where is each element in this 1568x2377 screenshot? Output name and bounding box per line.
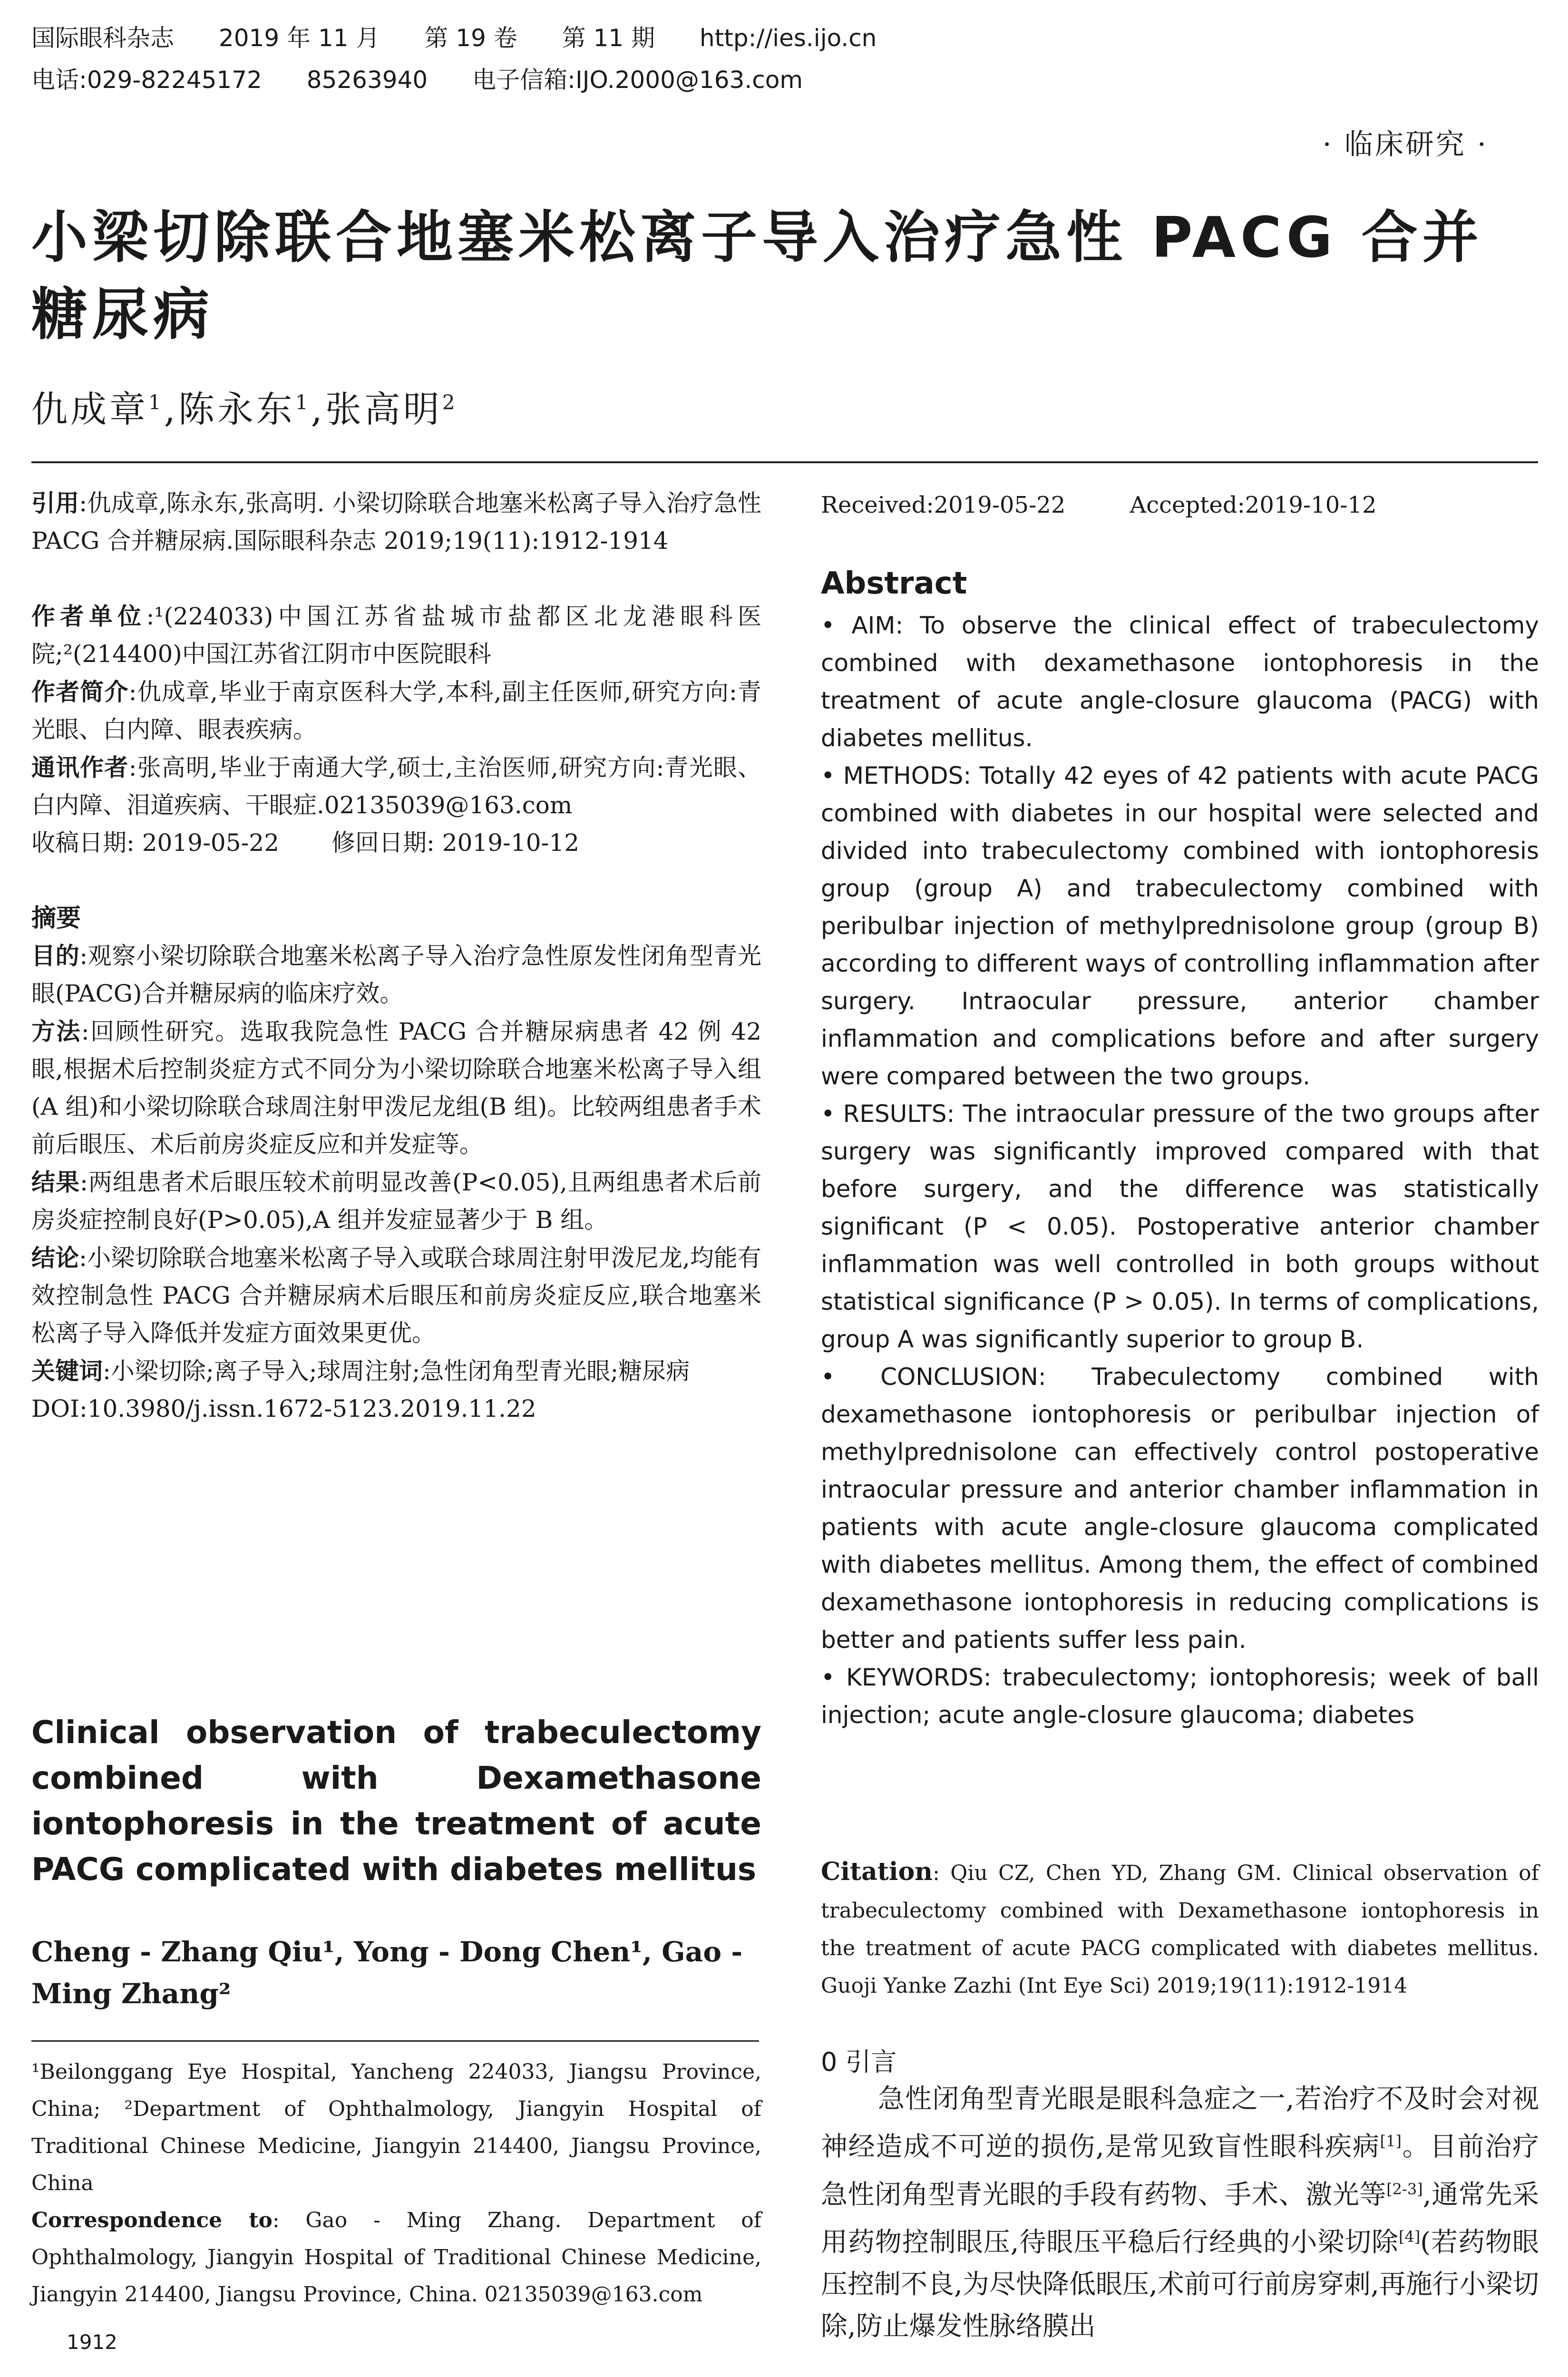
corr-text: :张高明,毕业于南通大学,硕士,主治医师,研究方向:青光眼、白内障、泪道疾病、干眼症.02135039@163.com [31, 754, 762, 819]
citation-cn-label: 引用 [31, 489, 79, 517]
method-cn-text: :回顾性研究。选取我院急性 PACG 合并糖尿病患者 42 例 42 眼,根据术后控制炎症方式不同分为小梁切除联合地塞米松离子导入组(A 组)和小梁切除联合球周注射甲泼尼龙组(B 组)。比较两组患者手术前后眼压、术后前房炎症反应和并发症等。 [31, 1018, 762, 1158]
english-title: Clinical observation of trabeculectomy combined with Dexamethasone iontophoresis in the treatment of acute PACG complicated with diabetes mellitus [31, 1714, 761, 1888]
result-cn-label: 结果 [31, 1168, 80, 1196]
ref-4[interactable]: [4] [1398, 2228, 1421, 2246]
author-3-sup: 2 [442, 390, 458, 414]
abstract-en-keywords: • KEYWORDS: trabeculectomy; iontophoresis; week of ball injection; acute angle-closure glaucoma; diabetes [821, 1664, 1539, 1729]
volume: 第 19 卷 [424, 24, 517, 52]
abstract-en-methods: • METHODS: Totally 42 eyes of 42 patients with acute PACG combined with diabetes in our hospital were selected and divided into trabeculectomy combined with iontophoresis group (group A) and trabeculectomy combined with peribulbar injection of methylprednisolone group (group B) according to different ways of controlling inflammation after surgery. Intraocular pressure, anterior chamber inflammation and complications before and after surgery were compared between the two groups. [821, 762, 1539, 1090]
received-en: Received:2019-05-22 [821, 492, 1066, 518]
email[interactable]: 电子信箱:IJO.2000@163.com [472, 66, 803, 94]
correspondence-en-label: Correspondence to [31, 2208, 273, 2232]
correspondence-en [31, 2202, 761, 2313]
conclusion-cn [31, 1239, 761, 1352]
phone: 电话:029-82245172 [31, 66, 262, 94]
intro-text-4: (若药物眼压控制不良,为尽快降低眼压,术前可行前房穿刺,再施行小梁切除,防止爆发性脉络膜出 [821, 2227, 1539, 2342]
abstract-en-conclusion: • CONCLUSION: Trabeculectomy combined with dexamethasone iontophoresis or peribulbar injection of methylprednisolone can effectively control postoperative intraocular pressure and anterior chamber inflammation in patients with acute angle-closure glaucoma complicated with diabetes mellitus. Among them, the effect of combined dexamethasone iontophoresis in reducing complications is better and patients suffer less pain. [821, 1363, 1539, 1654]
abstract-en [821, 607, 1539, 1734]
received-accepted-en [821, 489, 1434, 521]
received-cn: 收稿日期: 2019-05-22 [31, 829, 280, 857]
phone2: 85263940 [306, 66, 428, 94]
journal-url[interactable]: http://ies.ijo.cn [700, 24, 877, 52]
affiliation-text: ¹Beilonggang Eye Hospital, Yancheng 224033, Jiangsu Province, China; ²Department of Ophthalmology, Jiangyin Hospital of Traditional Chinese Medicine, Jiangyin 214400, Jiangsu Province, China [31, 2060, 761, 2195]
journal-header-line2 [31, 65, 840, 95]
citation-en-text: : Qiu CZ, Chen YD, Zhang GM. Clinical observation of trabeculectomy combined with Dexamethasone iontophoresis in the treatment of acute PACG complicated with diabetes mellitus. Guoji Yanke Zazhi (Int Eye Sci) 2019;19(11):1912-1914 [821, 1861, 1539, 1998]
result-cn [31, 1163, 761, 1239]
keywords-cn-text: :小梁切除;离子导入;球周注射;急性闭角型青光眼;糖尿病 [103, 1357, 690, 1385]
keywords-cn [31, 1352, 761, 1390]
citation-cn-text: :仇成章,陈永东,张高明. 小梁切除联合地塞米松离子导入治疗急性 PACG 合并糖尿病.国际眼科杂志 2019;19(11):1912-1914 [31, 489, 762, 555]
method-cn-label: 方法 [31, 1017, 81, 1045]
citation-cn [31, 484, 761, 560]
issue-date: 2019 年 11 月 [218, 24, 380, 52]
accepted-en: Accepted:2019-10-12 [1130, 492, 1377, 518]
aim-cn [31, 937, 761, 1013]
section-tag: · 临床研究 · [1322, 128, 1488, 161]
intro-text-1: 急性闭角型青光眼是眼科急症之一,若治疗不及时会对视神经造成不可逆的损伤,是常见致盲性眼科疾病 [821, 2084, 1539, 2163]
author-unit-label: 作者单位 [31, 602, 146, 630]
author-3: 张高明 [325, 388, 442, 430]
affiliations-en [31, 2054, 761, 2313]
author-unit-text: :¹(224033)中国江苏省盐城市盐都区北龙港眼科医院;²(214400)中国江苏省江阴市中医院眼科 [31, 603, 762, 668]
aim-cn-text: :观察小梁切除联合地塞米松离子导入治疗急性原发性闭角型青光眼(PACG)合并糖尿病的临床疗效。 [31, 942, 761, 1007]
author-1-sup: 1 [148, 390, 164, 414]
page-number: 1912 [67, 2330, 117, 2354]
author-bio-label: 作者简介 [31, 678, 129, 706]
doi[interactable]: DOI:10.3980/j.issn.1672-5123.2019.11.22 [31, 1395, 536, 1422]
issue: 第 11 期 [562, 24, 655, 52]
ref-1[interactable]: [1] [1380, 2132, 1402, 2150]
abstract-en-results: • RESULTS: The intraocular pressure of the two groups after surgery was significantly improved compared with that before surgery, and the difference was statistically significant (P < 0.05). Postoperative anterior chamber inflammation was well controlled in both groups without statistical significance (P > 0.05). In terms of complications, group A was significantly superior to group B. [821, 1100, 1539, 1353]
author-unit [31, 597, 761, 673]
intro-text-3: ,通常先采用药物控制眼压,待眼压平稳后行经典的小梁切除 [821, 2179, 1539, 2258]
authors-cn: 仇成章$^1$,陈永东$^1$,张高明$^2$ [31, 388, 458, 430]
english-authors: Cheng - Zhang Qiu¹, Yong - Dong Chen¹, Gao - Ming Zhang² [31, 1936, 743, 2010]
method-cn [31, 1013, 761, 1163]
author-2-sup: 1 [295, 390, 311, 414]
result-cn-text: :两组患者术后眼压较术前明显改善(P<0.05),且两组患者术后前房炎症控制良好(P>0.05),A 组并发症显著少于 B 组。 [31, 1169, 761, 1234]
intro-text-2: 。目前治疗急性闭角型青光眼的手段有药物、手术、激光等 [821, 2131, 1539, 2211]
author-bio [31, 673, 761, 749]
author-2: 陈永东 [178, 388, 295, 430]
keywords-cn-label: 关键词 [31, 1357, 103, 1385]
author-1: 仇成章 [31, 388, 148, 430]
correspondence-en-text: : Gao - Ming Zhang. Department of Ophthalmology, Jiangyin Hospital of Traditional Chinese Medicine, Jiangyin 214400, Jiangsu Province, China. 02135039@163.com [31, 2208, 761, 2307]
citation-en-label: Citation [821, 1857, 933, 1886]
journal-name: 国际眼科杂志 [31, 24, 174, 52]
left-column [31, 484, 761, 1428]
journal-header-line1 [31, 23, 914, 53]
article-title: 小梁切除联合地塞米松离子导入治疗急性 PACG 合并糖尿病 [31, 205, 1483, 347]
citation-en [821, 1853, 1539, 2005]
corresponding-author [31, 749, 761, 824]
intro-heading: 0 引言 [821, 2047, 897, 2077]
dates-cn [31, 824, 761, 862]
ref-2-3[interactable]: [2-3] [1386, 2180, 1423, 2198]
revised-cn: 修回日期: 2019-10-12 [331, 829, 580, 857]
abstract-en-heading: Abstract [821, 566, 967, 601]
abstract-cn-heading: 摘要 [31, 904, 81, 933]
conclusion-cn-text: :小梁切除联合地塞米松离子导入或联合球周注射甲泼尼龙,均能有效控制急性 PACG 合并糖尿病术后眼压和前房炎症反应,联合地塞米松离子导入降低并发症方面效果更优。 [31, 1244, 761, 1347]
abstract-en-aim: • AIM: To observe the clinical effect of trabeculectomy combined with dexamethasone iontophoresis in the treatment of acute angle-closure glaucoma (PACG) with diabetes mellitus. [821, 612, 1539, 752]
title-rule [31, 461, 1538, 463]
aim-cn-label: 目的 [31, 942, 80, 970]
affiliation-rule [31, 2040, 759, 2042]
conclusion-cn-label: 结论 [31, 1244, 79, 1272]
author-bio-text: :仇成章,毕业于南京医科大学,本科,副主任医师,研究方向:青光眼、白内障、眼表疾病。 [31, 678, 762, 743]
corr-label: 通讯作者 [31, 753, 129, 781]
intro-paragraph [821, 2078, 1539, 2348]
